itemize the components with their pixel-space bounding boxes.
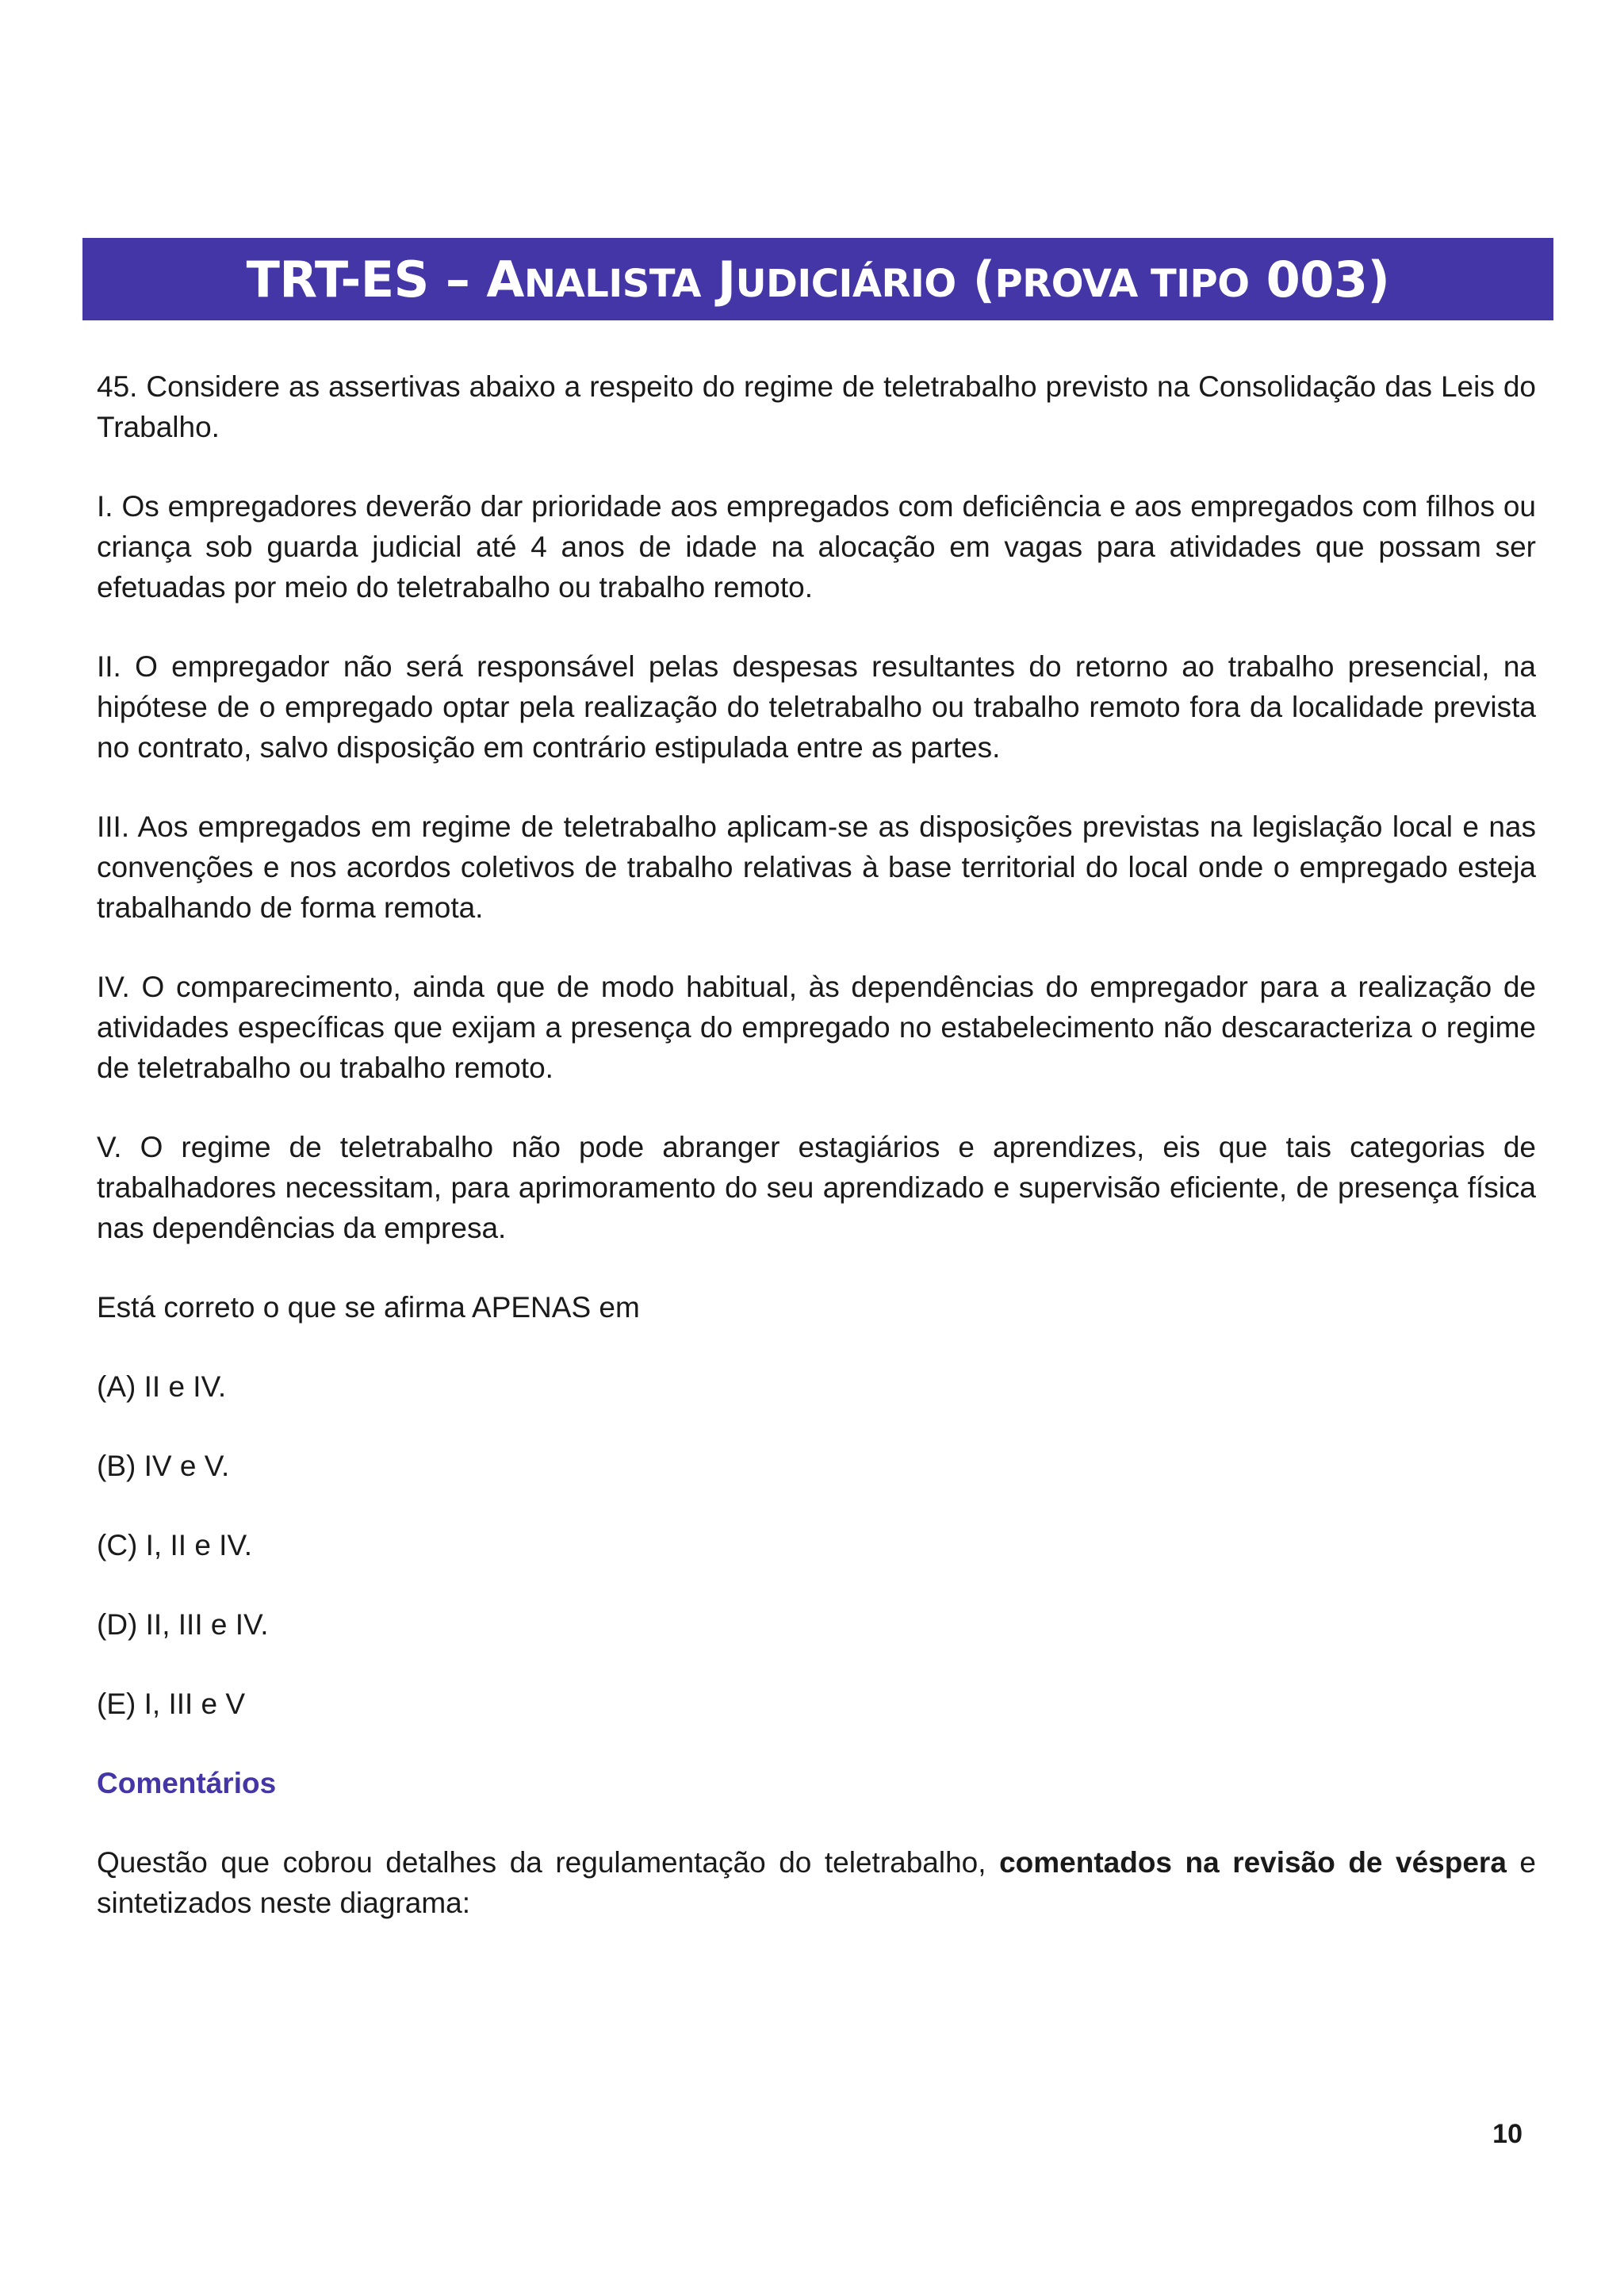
- assertion-iii: III. Aos empregados em regime de teletrabalho aplicam-se as disposições previstas na legislação local e nas convenções e nos acordos coletivos de trabalho relativas à base territorial do local onde o empregado esteja trabalhando de forma remota.: [97, 810, 1536, 924]
- option-e: (E) I, III e V: [97, 1688, 246, 1720]
- header-banner: [82, 238, 1553, 320]
- option-b: (B) IV e V.: [97, 1450, 230, 1482]
- assertion-ii: II. O empregador não será responsável pelas despesas resultantes do retorno ao trabalho presencial, na hipótese de o empregado optar pela realização do teletrabalho ou trabalho remoto fora da localidade prevista no contrato, salvo disposição em contrário estipulada entre as partes.: [97, 650, 1536, 764]
- assertion-i: I. Os empregadores deverão dar prioridade aos empregados com deficiência e aos empregados com filhos ou criança sob guarda judicial até 4 anos de idade na alocação em vagas para atividades que possam ser efetuadas por meio do teletrabalho ou trabalho remoto.: [97, 490, 1536, 603]
- comments-bold-text: comentados na revisão de véspera: [999, 1846, 1507, 1879]
- option-a: (A) II e IV.: [97, 1370, 227, 1403]
- assertion-iv: IV. O comparecimento, ainda que de modo habitual, às dependências do empregador para a realização de atividades específicas que exijam a presença do empregado no estabelecimento não descaracteriza o regime de teletrabalho ou trabalho remoto.: [97, 971, 1536, 1084]
- option-c: (C) I, II e IV.: [97, 1529, 253, 1561]
- comments-heading: Comentários: [97, 1767, 277, 1799]
- document-body: [97, 366, 1536, 1962]
- page-number: 10: [1492, 2119, 1522, 2149]
- option-d: (D) II, III e IV.: [97, 1608, 269, 1641]
- assertion-v: V. O regime de teletrabalho não pode abranger estagiários e aprendizes, eis que tais categorias de trabalhadores necessitam, para aprimoramento do seu aprendizado e supervisão eficiente, de presença física nas dependências da empresa.: [97, 1131, 1536, 1244]
- comments-text: Questão que cobrou detalhes da regulamentação do teletrabalho, comentados na revisão de véspera e sintetizados neste diagrama:: [97, 1846, 1537, 1919]
- header-title: TRT-ES – ANALISTA JUDICIÁRIO (PROVA TIPO 003): [246, 250, 1390, 308]
- question-statement: 45. Considere as assertivas abaixo a respeito do regime de teletrabalho previsto na Consolidação das Leis do Trabalho.: [97, 370, 1536, 443]
- question-prompt: Está correto o que se afirma APENAS em: [97, 1291, 640, 1324]
